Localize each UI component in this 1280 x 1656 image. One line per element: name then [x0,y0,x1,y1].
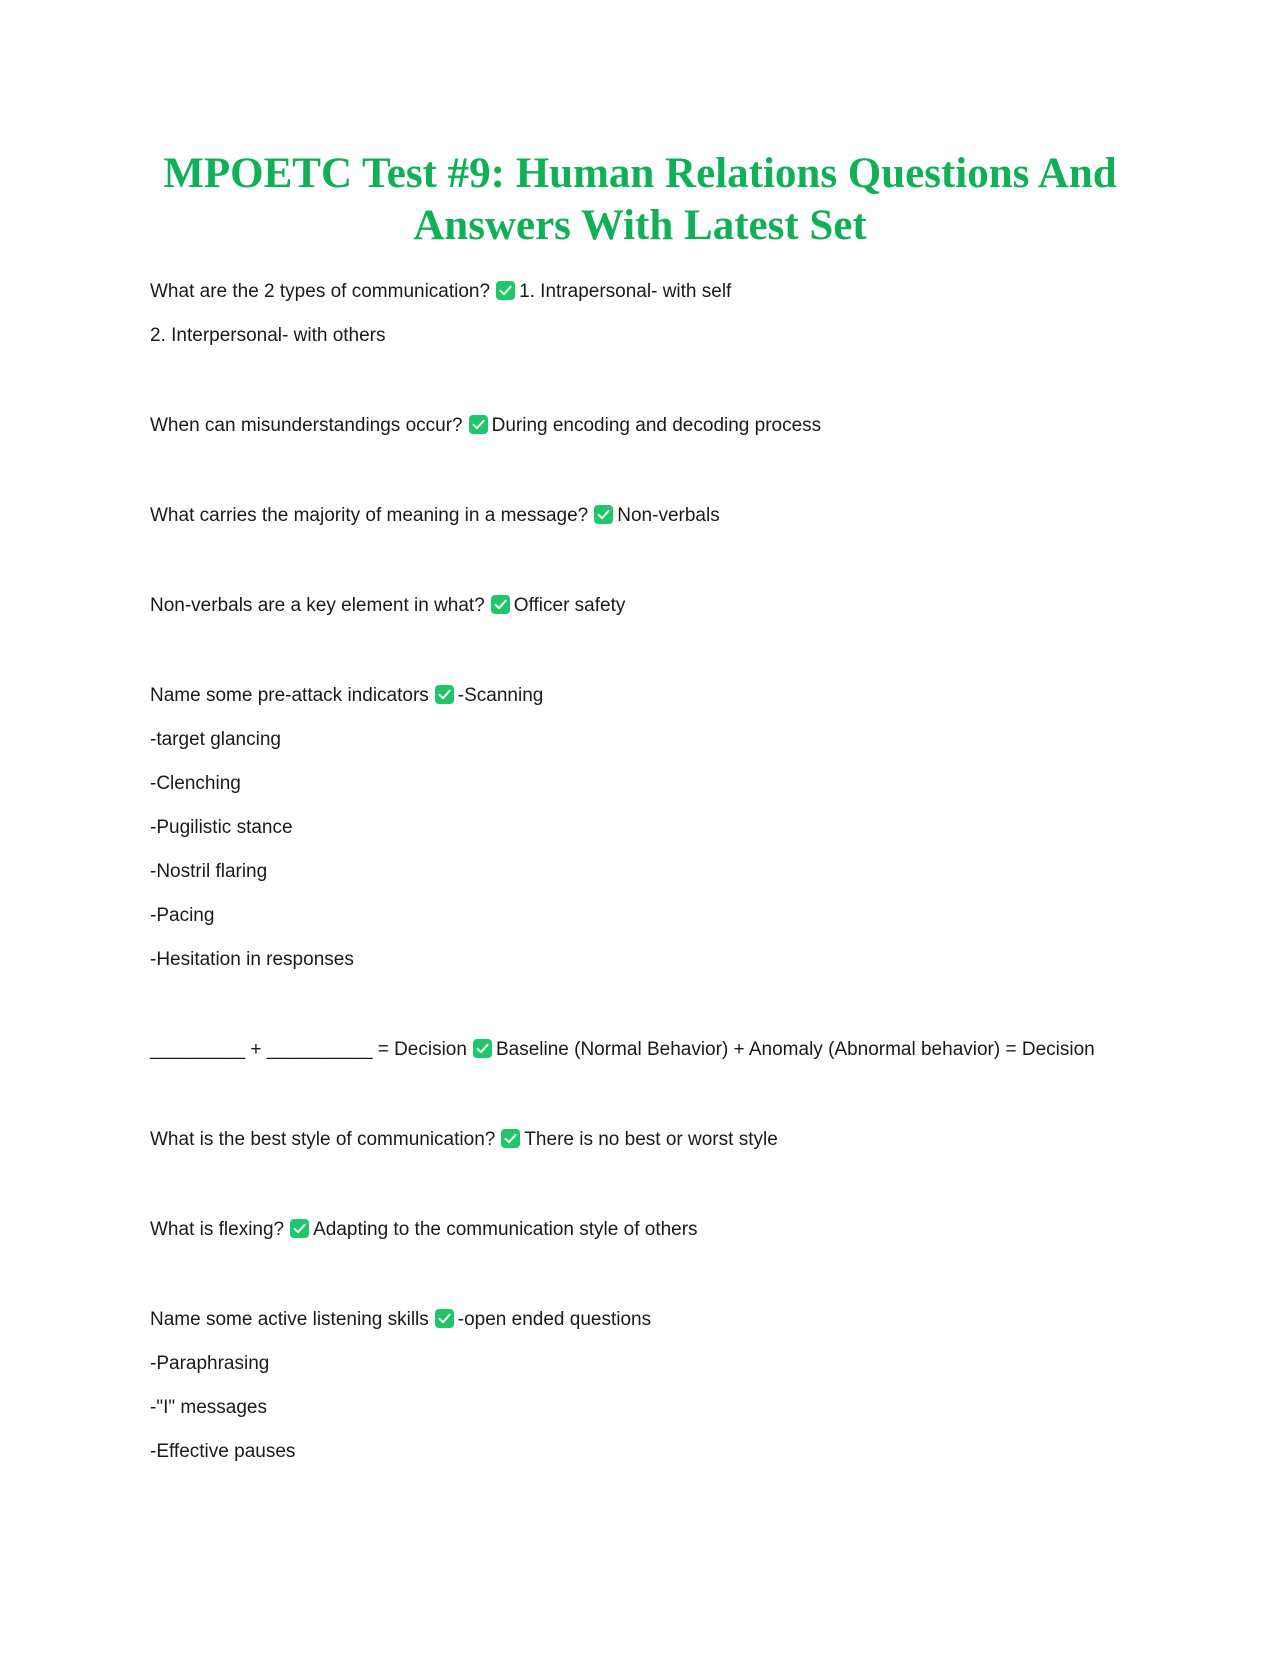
qa-item [150,584,1150,628]
answer-text: Officer safety [513,595,626,616]
answer-continuation: -"I" messages [150,1397,267,1418]
qa-item [150,674,1150,982]
answer-text: 1. Intrapersonal- with self [519,281,732,302]
question-text: Name some active listening skills [150,1309,429,1330]
check-mark-icon [594,505,613,524]
answer-text: Baseline (Normal Behavior) + Anomaly (Abnormal behavior) = Decision [495,1039,1095,1060]
qa-list [150,270,1150,1520]
question-text: What carries the majority of meaning in a message? [150,505,589,526]
answer-text: There is no best or worst style [524,1129,778,1150]
answer-text: -open ended questions [457,1309,652,1330]
answer-continuation: -Pacing [150,905,215,926]
qa-line [150,584,1150,628]
qa-line [150,1118,1150,1162]
qa-item [150,1118,1150,1162]
qa-item [150,1208,1150,1252]
qa-item [150,494,1150,538]
qa-line [150,1298,1150,1342]
question-text: _________ + __________ = Decision [150,1039,467,1060]
answer-continuation: -Clenching [150,773,241,794]
qa-item [150,1298,1150,1474]
answer-continuation: -Effective pauses [150,1441,296,1462]
check-mark-icon [469,415,488,434]
answer-continuation: 2. Interpersonal- with others [150,325,386,346]
question-text: What is the best style of communication? [150,1129,496,1150]
check-mark-icon [496,281,515,300]
qa-line [150,270,1150,314]
check-mark-icon [290,1219,309,1238]
qa-line [150,674,1150,718]
qa-line [150,1028,1150,1072]
qa-item [150,404,1150,448]
answer-continuation: -Nostril flaring [150,861,268,882]
check-mark-icon [435,1309,454,1328]
check-mark-icon [501,1129,520,1148]
answer-continuation: -target glancing [150,729,281,750]
check-mark-icon [491,595,510,614]
check-mark-icon [435,685,454,704]
qa-item [150,270,1150,358]
answer-text: -Scanning [457,685,544,706]
answer-text: Non-verbals [617,505,720,526]
qa-line [150,404,1150,448]
question-text: What is flexing? [150,1219,285,1240]
answer-text: During encoding and decoding process [491,415,822,436]
question-text: Non-verbals are a key element in what? [150,595,485,616]
qa-line [150,1208,1150,1252]
answer-continuation: -Hesitation in responses [150,949,354,970]
question-text: When can misunderstandings occur? [150,415,463,436]
answer-continuation: -Pugilistic stance [150,817,293,838]
answer-continuation: -Paraphrasing [150,1353,270,1374]
question-text: What are the 2 types of communication? [150,281,491,302]
question-text: Name some pre-attack indicators [150,685,429,706]
answer-text: Adapting to the communication style of others [313,1219,698,1240]
document-title: MPOETC Test #9: Human Relations Questions And Answers With Latest Set [163,150,1117,249]
qa-item [150,1028,1150,1072]
qa-line [150,494,1150,538]
check-mark-icon [473,1039,492,1058]
